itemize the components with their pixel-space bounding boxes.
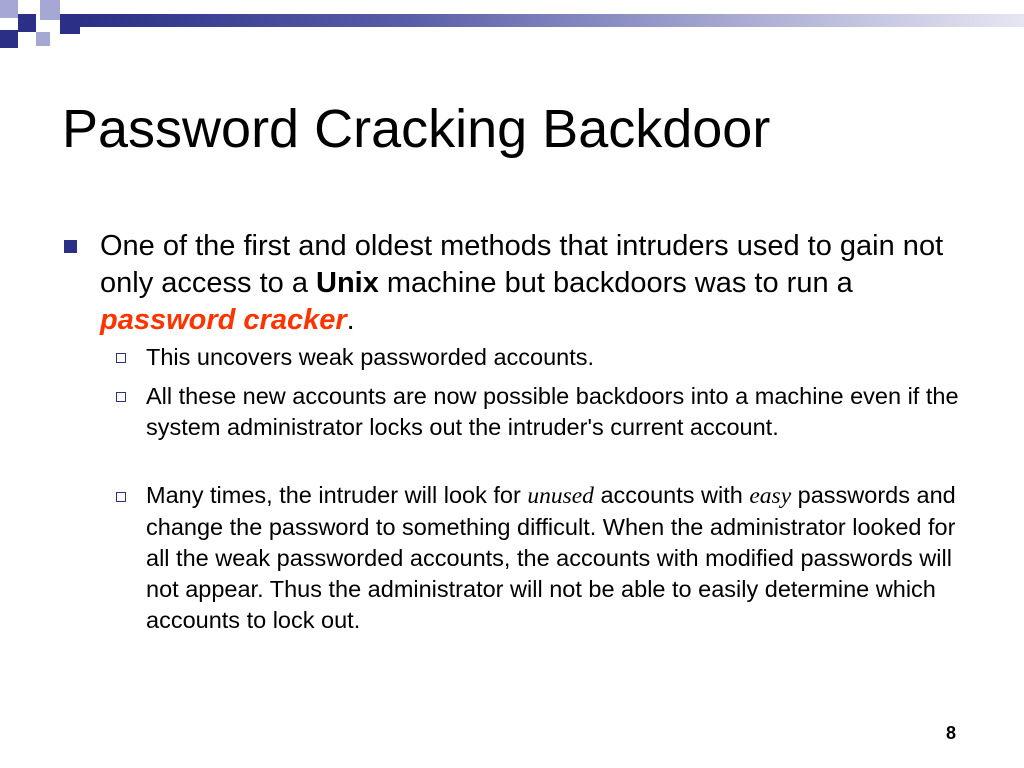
subbullet-3-text-c: passwords and change the password to something difficult. When the administrator looked for all the weak passworded accounts, the accounts with modified passwords will not appear. Thus the administrator will not be able to easily determine which accounts to lock out. [146, 482, 956, 633]
password-cracker-highlight: password cracker [100, 304, 347, 336]
deco-square [60, 14, 80, 34]
bullet-1 [100, 228, 980, 339]
subbullet-3-text-a: Many times, the intruder will look for [146, 482, 528, 508]
unused-italic: unused [527, 483, 594, 509]
header-gradient-bar [80, 14, 1024, 27]
bullet-1-text-c: . [346, 304, 355, 336]
hollow-square-bullet-icon [116, 392, 126, 402]
deco-square [18, 14, 36, 32]
subbullet-3-text-b: accounts with [593, 482, 750, 508]
hollow-square-bullet-icon [116, 492, 126, 502]
deco-square [36, 32, 50, 46]
unix-keyword: Unix [316, 267, 379, 299]
hollow-square-bullet-icon [116, 353, 126, 363]
deco-square [40, 0, 60, 20]
square-bullet-icon [64, 240, 77, 253]
deco-square [0, 30, 18, 48]
header-decoration [0, 0, 1024, 60]
deco-square [0, 0, 18, 18]
subbullet-1: This uncovers weak passworded accounts. [146, 344, 595, 370]
easy-italic: easy [749, 483, 792, 509]
slide-title: Password Cracking Backdoor [62, 99, 771, 159]
bullet-1-text-b: machine but backdoors was to run a [378, 267, 853, 299]
subbullet-2: All these new accounts are now possible backdoors into a machine even if the system administrator locks out the intruder's current account. [146, 383, 959, 440]
subbullet-3 [146, 480, 966, 636]
page-number: 8 [946, 723, 957, 743]
bullet-1-text-a: One of the first and oldest methods that intruders used to gain not only access to a [100, 230, 944, 299]
